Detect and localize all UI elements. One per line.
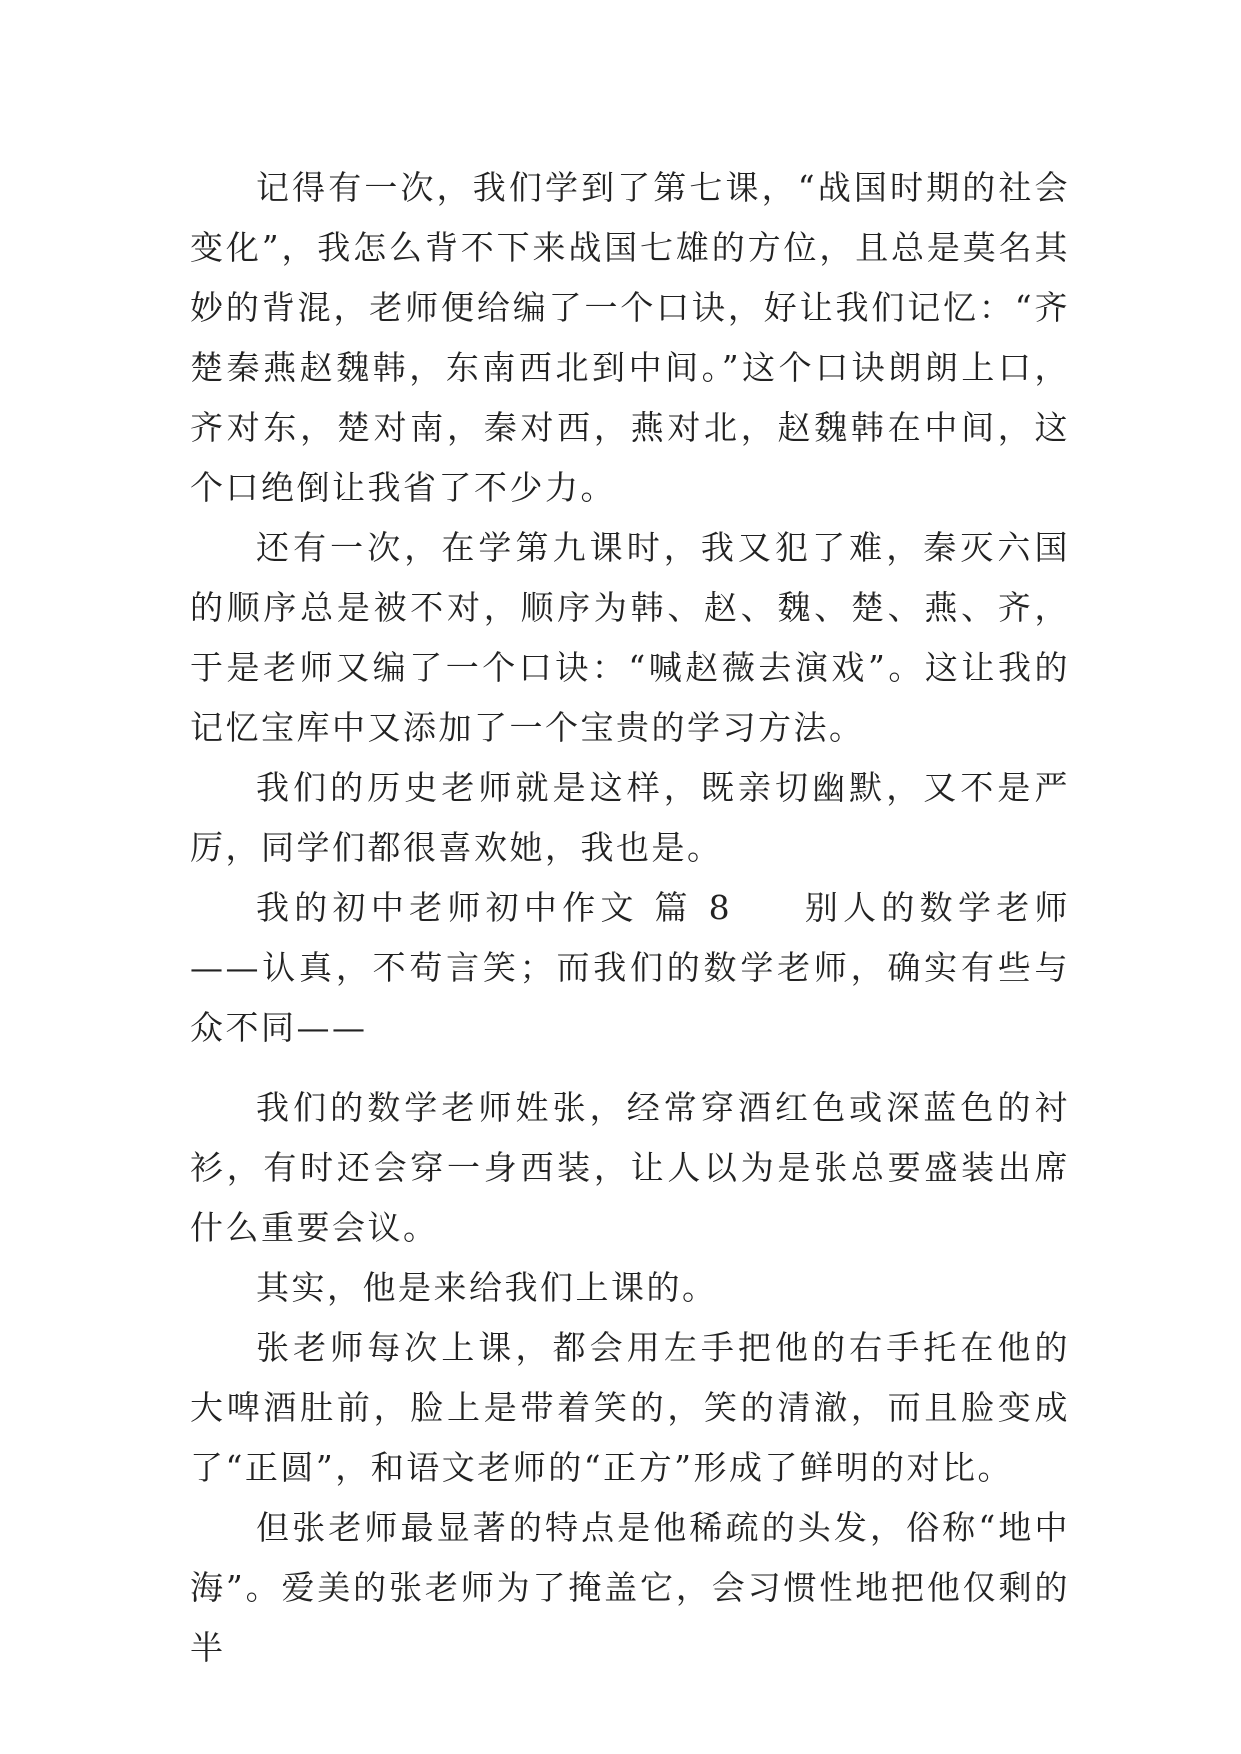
paragraph-came-to-teach: 其实，他是来给我们上课的。 xyxy=(256,1268,718,1307)
section-heading-paragraph xyxy=(190,878,1070,1058)
paragraph-history-teacher: 我们的历史老师就是这样，既亲切幽默，又不是严厉，同学们都很喜欢她，我也是。 xyxy=(190,768,1070,867)
paragraph-beer-belly: 张老师每次上课，都会用左手把他的右手托在他的大啤酒肚前，脸上是带着笑的，笑的清澈，而且脸变成了“正圆”，和语文老师的“正方”形成了鲜明的对比。 xyxy=(190,1328,1070,1487)
section-title: 我的初中老师初中作文 篇 8 xyxy=(256,888,733,927)
paragraph-seven-states: 记得有一次，我们学到了第七课，“战国时期的社会变化”，我怎么背不下来战国七雄的方位，且总是莫名其妙的背混，老师便给编了一个口诀，好让我们记忆：“齐楚秦燕赵魏韩，东南西北到中间。”这个口诀朗朗上口，齐对东，楚对南，秦对西，燕对北，赵魏韩在中间，这个口绝倒让我省了不少力。 xyxy=(190,168,1070,507)
document-body xyxy=(190,158,1070,1678)
paragraph-hair: 但张老师最显著的特点是他稀疏的头发，俗称“地中海”。爱美的张老师为了掩盖它，会习惯性地把他仅剩的半 xyxy=(190,1508,1070,1667)
paragraph-qin-order: 还有一次，在学第九课时，我又犯了难，秦灭六国的顺序总是被不对，顺序为韩、赵、魏、楚、燕、齐，于是老师又编了一个口诀：“喊赵薇去演戏”。这让我的记忆宝库中又添加了一个宝贵的学习方法。 xyxy=(190,528,1070,747)
paragraph-math-teacher-clothes: 我们的数学老师姓张，经常穿酒红色或深蓝色的衬衫，有时还会穿一身西装，让人以为是张总要盛装出席什么重要会议。 xyxy=(190,1088,1070,1247)
section-intro: 别人的数学老师——认真，不苟言笑；而我们的数学老师，确实有些与众不同—— xyxy=(190,888,1070,1047)
